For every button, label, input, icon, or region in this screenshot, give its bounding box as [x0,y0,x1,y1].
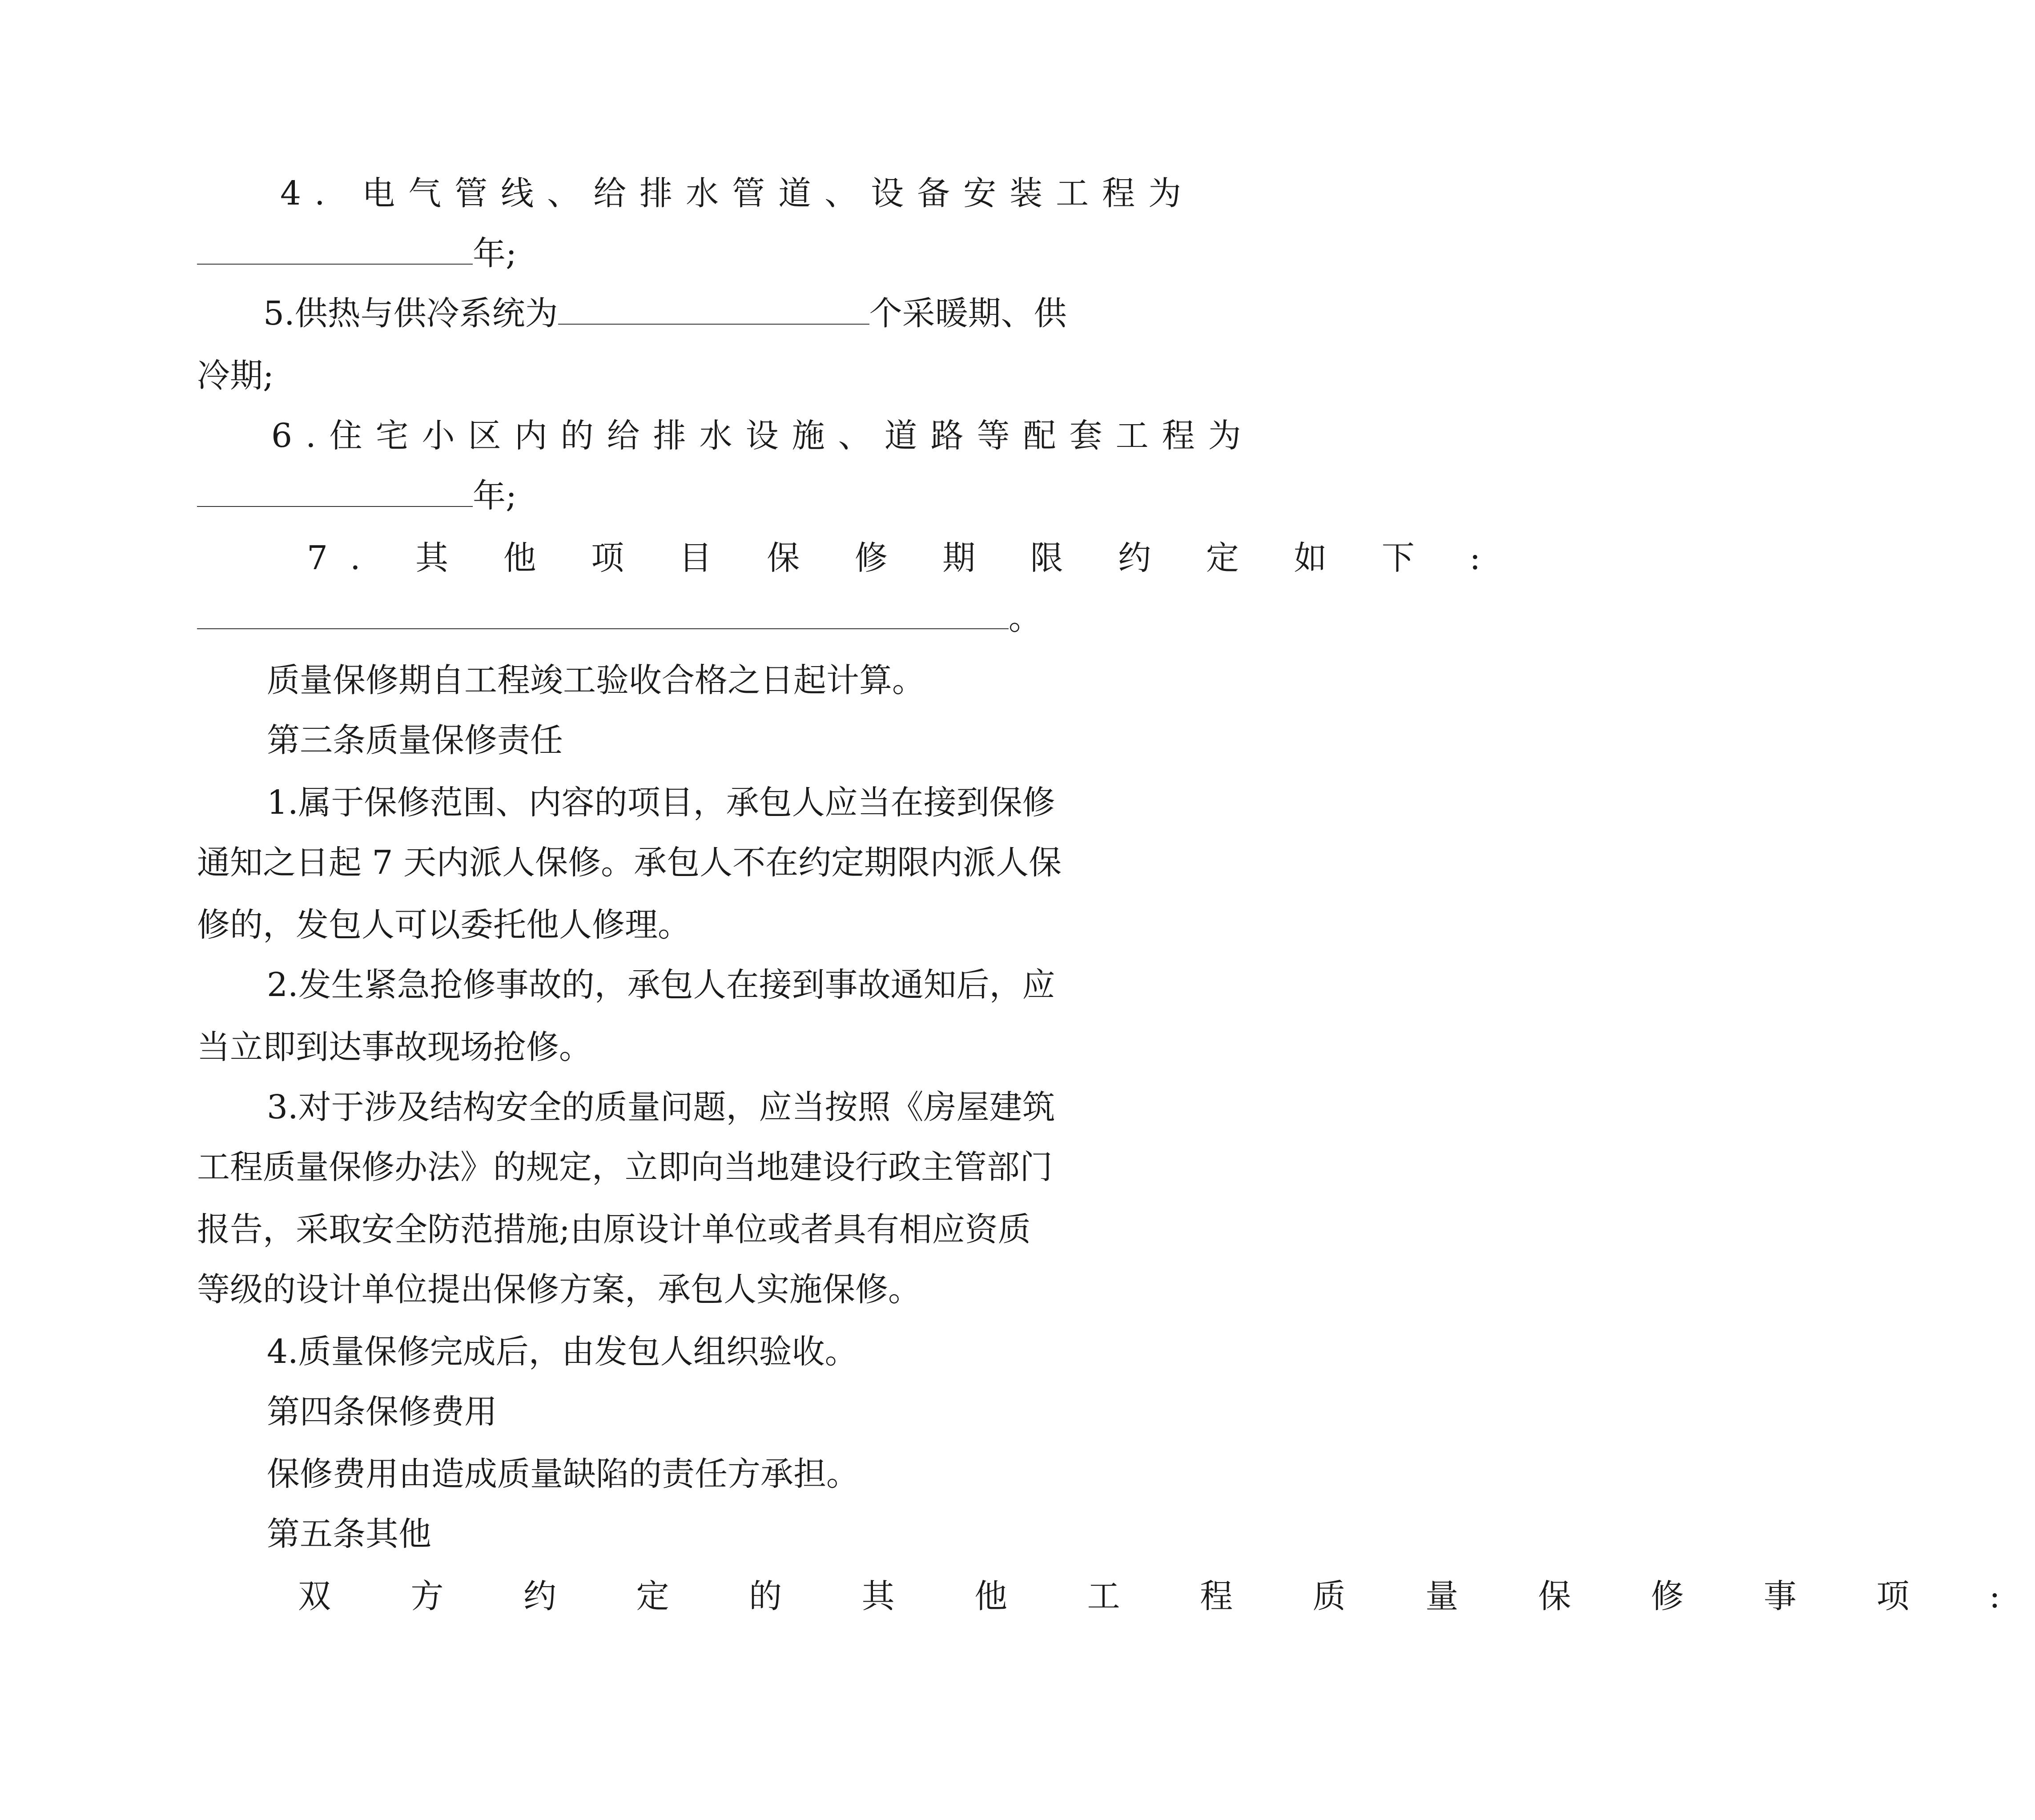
item-4-suffix: 年; [473,234,517,273]
period-note: 质量保修期自工程竣工验收合格之日起计算。 [267,661,925,699]
item-4-line-1: 4. 电气管线、给排水管道、设备安装工程为 [280,174,1195,213]
item-5-line-1 [263,291,1099,336]
article-3-p1-line-3: 修的，发包人可以委托他人修理。 [197,906,691,944]
article-5-title: 第五条其他 [267,1515,431,1553]
item-6-line-1: 6.住宅小区内的给排水设施、道路等配套工程为 [271,417,1255,455]
article-4-paragraph: 保修费用由造成质量缺陷的责任方承担。 [267,1455,859,1493]
item-7-line-2 [197,596,1100,640]
article-3-p3-line-4: 等级的设计单位提出保修方案，承包人实施保修。 [197,1270,921,1309]
article-3-p3-line-3: 报告，采取安全防范措施;由原设计单位或者具有相应资质 [197,1210,1031,1249]
item-5-prefix: 5.供热与供冷系统为 [263,294,558,333]
article-3-title: 第三条质量保修责任 [267,721,563,759]
item-7-line-1: 7. 其 他 项 目 保 修 期 限 约 定 如 下 : [307,539,1503,577]
article-3-p2-line-2: 当立即到达事故现场抢修。 [197,1028,592,1066]
article-5-paragraph: 双 方 约 定 的 其 他 工 程 质 量 保 修 事 项 : [298,1577,2035,1615]
blank-field[interactable] [197,477,473,507]
article-3-p4-line-1: 4.质量保修完成后，由发包人组织验收。 [267,1333,858,1371]
item-6-line-2 [197,474,1100,518]
article-3-p1-line-1: 1.属于保修范围、内容的项目，承包人应当在接到保修 [267,783,1055,822]
blank-field[interactable] [197,234,473,265]
article-3-p3-line-1: 3.对于涉及结构安全的质量问题，应当按照《房屋建筑 [267,1088,1055,1126]
item-5-line-2: 冷期; [197,357,274,395]
article-3-p3-line-2: 工程质量保修办法》的规定，立即向当地建设行政主管部门 [197,1148,1053,1186]
item-7-suffix: 。 [1009,599,1042,637]
item-4-line-2 [197,231,1100,276]
blank-field[interactable] [558,294,869,325]
blank-field[interactable] [197,599,1009,629]
item-5-suffix: 个采暖期、供 [869,294,1067,333]
article-3-p1-line-2: 通知之日起 7 天内派人保修。承包人不在约定期限内派人保 [197,844,1062,882]
article-3-p2-line-1: 2.发生紧急抢修事故的，承包人在接到事故通知后，应 [267,966,1055,1004]
article-4-title: 第四条保修费用 [267,1393,497,1431]
item-6-suffix: 年; [473,477,517,515]
